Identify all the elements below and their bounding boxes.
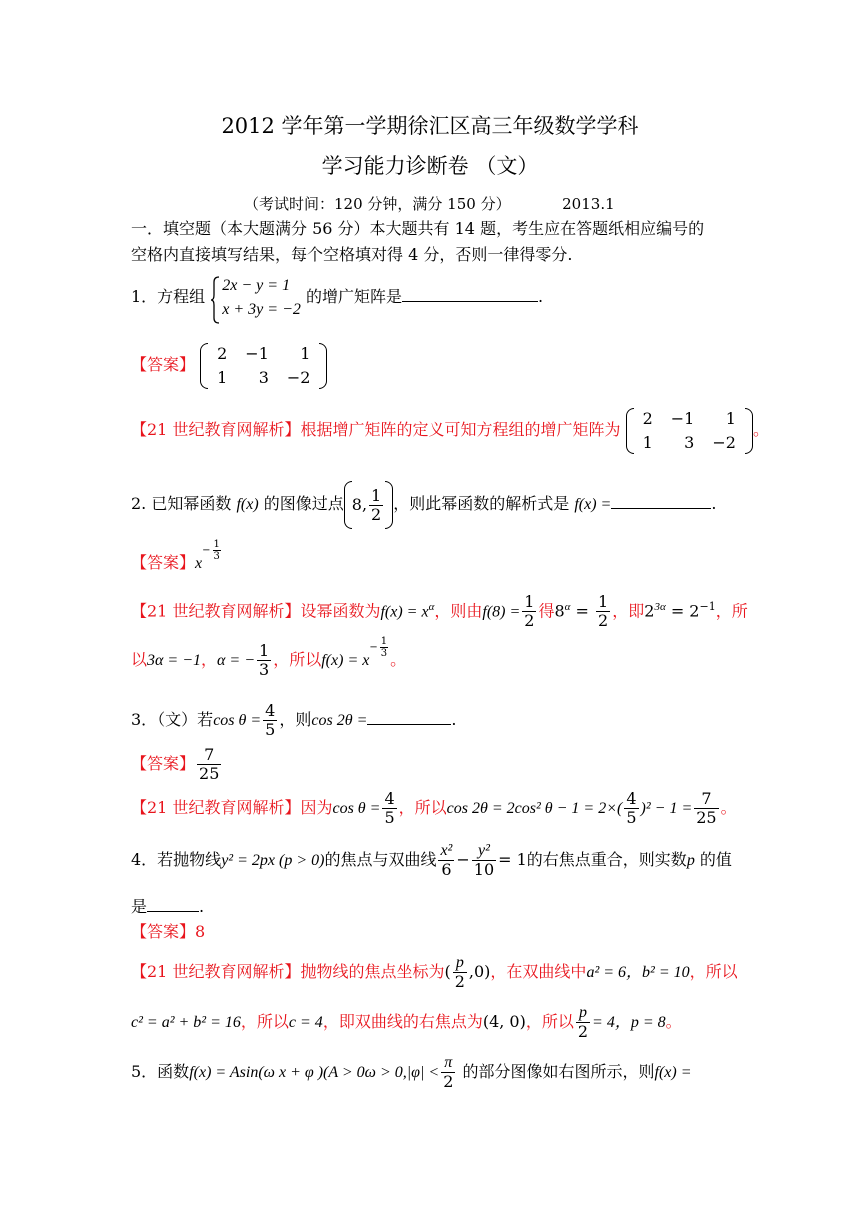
frac-den: 2 <box>443 1072 454 1091</box>
analysis-label: 【21 世纪教育网解析】 <box>131 798 301 817</box>
c-value: c = 4 <box>288 1014 323 1031</box>
eq-3a: 3α = −1 <box>147 652 202 669</box>
answer-blank <box>402 286 538 302</box>
frac-den: 5 <box>265 720 276 739</box>
answer-blank <box>611 493 711 509</box>
frac-num: p <box>576 1004 590 1023</box>
analysis-4-text: 抛物线的焦点坐标为 <box>300 962 445 981</box>
question-3-mid: ，则 <box>279 710 312 729</box>
answer-2 <box>131 539 223 579</box>
question-5-mid: 的部分图像如右图所示，则 <box>462 1062 655 1081</box>
analysis-2-text: 设幂函数为 <box>300 601 381 621</box>
equation-1: 2x − y = 1 <box>222 276 291 294</box>
answer-exponent: − $\frac{1}{3}$ <box>202 539 220 562</box>
frac-num: x² <box>440 842 453 859</box>
frac-num: 7 <box>694 790 718 809</box>
matrix-cell: 1 <box>642 432 653 452</box>
exp-den: 3 <box>213 551 220 562</box>
point-paren <box>344 481 393 529</box>
question-4 <box>131 838 732 883</box>
frac-num: 4 <box>626 789 637 808</box>
matrix-cell: 1 <box>300 343 311 363</box>
matrix-cell: 1 <box>725 408 736 428</box>
question-1-suffix: 的增广矩阵是 <box>305 287 402 306</box>
question-4-end: 的值 <box>699 850 732 869</box>
section-heading-2: 空格内直接填写结果，每个空格填对得 4 分，否则一律得零分. <box>131 245 573 264</box>
analysis-2-text2: ，则由 <box>434 601 483 621</box>
half-fraction: $\frac{1}{2}$ <box>598 592 609 631</box>
analysis-1 <box>131 405 769 455</box>
exp-num: 1 <box>213 539 220 550</box>
focus-point: (4, 0) <box>482 1012 526 1031</box>
frac-num: 4 <box>384 789 395 808</box>
analysis-4-suoyi3: ，所以 <box>525 1012 574 1031</box>
matrix-cell: −1 <box>670 408 695 428</box>
exam-title: 2012 学年第一学期徐汇区高三年级数学学科 <box>221 114 639 138</box>
exp-3a: 3α <box>654 601 666 613</box>
alpha-eq: α = − <box>217 652 256 669</box>
alpha-exp: α <box>428 601 435 613</box>
cos-theta: cos θ = <box>332 800 381 817</box>
cos2-tail: )² − 1 = <box>640 800 693 817</box>
answer-label: 【答案】 <box>131 553 196 572</box>
analysis-2-ji: ，即 <box>612 601 645 621</box>
question-4-mid: 的焦点与双曲线 <box>324 850 437 869</box>
alpha-exp: α <box>564 601 571 613</box>
period: 。 <box>720 798 737 817</box>
question-4-line2 <box>131 896 204 917</box>
pi-half-fraction <box>441 1054 455 1091</box>
two: 2 <box>644 601 655 621</box>
question-2-mid: 的图像过点 <box>263 494 344 513</box>
p-var: p <box>686 852 695 869</box>
matrix-cell: −1 <box>245 343 269 363</box>
analysis-label: 【21 世纪教育网解析】 <box>131 420 301 439</box>
analysis-4-text3: ，即双曲线的右焦点为 <box>322 1012 483 1031</box>
answer-3 <box>131 742 223 786</box>
analysis-4-suoyi: ，所以 <box>689 962 738 981</box>
question-4-prefix: 4．若抛物线 <box>131 850 222 869</box>
analysis-4-suoyi2: ，所以 <box>240 1012 289 1031</box>
question-2-prefix: 2. 已知幂函数 <box>131 494 232 513</box>
answer-1 <box>131 340 327 390</box>
frac-den: 2 <box>454 972 465 991</box>
parabola-eq: y² = 2px (p > 0) <box>221 852 325 869</box>
answer-base: x <box>195 555 203 572</box>
analysis-matrix <box>626 407 753 455</box>
question-1-prefix: 1．方程组 <box>131 287 206 306</box>
frac-den: 25 <box>199 764 220 783</box>
exam-info <box>244 194 615 214</box>
matrix-cell: 1 <box>217 367 228 387</box>
analysis-2-de: 得 <box>538 601 555 621</box>
question-3-prefix: 3．（文）若 <box>131 710 214 729</box>
analysis-label: 【21 世纪教育网解析】 <box>131 601 301 621</box>
frac-num: π <box>441 1054 455 1073</box>
eq-sign: = <box>575 601 589 621</box>
matrix-cell: 2 <box>217 343 228 363</box>
analysis-4-line1: 【21 世纪教育网解析】抛物线的焦点坐标为( $\frac{p}{2}$ ,0)，在双曲线中a² = 6，b² = 10，所以 <box>131 954 738 991</box>
analysis-1-end: 。 <box>752 420 769 439</box>
question-3 <box>131 698 456 743</box>
frac-num: 1 <box>371 485 382 505</box>
frac-den: 10 <box>473 860 495 879</box>
cos-fraction <box>263 702 277 739</box>
result-fraction <box>694 790 718 827</box>
cos-fraction <box>382 790 396 827</box>
exam-date: 2013.1 <box>562 195 615 213</box>
question-2-end: . <box>711 494 717 513</box>
focus-tail: ,0) <box>468 962 491 981</box>
hyperbola-y-fraction <box>472 842 496 879</box>
answer-label: 【答案】 <box>131 754 196 773</box>
frac-den: 25 <box>696 808 717 827</box>
question-1-end: . <box>537 287 544 306</box>
section-heading: 一．填空题（本大题满分 56 分）本大题共有 14 题，考生应在答题纸相应编号的 <box>131 219 705 238</box>
half-fraction: $\frac{1}{2}$ <box>524 592 535 631</box>
cos-theta: cos θ = <box>213 712 262 729</box>
equation-2: x + 3y = −2 <box>222 300 301 318</box>
question-1 <box>131 272 543 322</box>
ab-values: a² = 6，b² = 10 <box>586 964 690 981</box>
analysis-3 <box>131 786 737 831</box>
question-4-shi: 是 <box>131 897 148 916</box>
fx-eq: f(x) = <box>654 1064 692 1081</box>
brace-icon <box>210 276 220 324</box>
question-5-prefix: 5．函数 <box>131 1062 190 1081</box>
frac-num: 4 <box>265 701 276 720</box>
third-fraction: $\frac{1}{3}$ <box>259 641 270 679</box>
matrix-row <box>208 342 319 366</box>
analysis-4-text2: ，在双曲线中 <box>490 962 587 981</box>
comma: ， <box>201 650 218 669</box>
answer-label: 【答案】 <box>131 922 196 941</box>
eq-two: = 2 <box>670 601 700 621</box>
matrix-row <box>634 407 745 431</box>
frac-den: 2 <box>577 1022 589 1041</box>
frac-den: 2 <box>371 504 382 524</box>
point-x: 8, <box>351 494 368 514</box>
question-2-mid2: ，则此幂函数的解析式是 <box>393 494 570 513</box>
analysis-4-line2 <box>131 1000 682 1045</box>
question-4-mid2: 的右焦点重合，则实数 <box>526 850 687 869</box>
analysis-3-yinwei: 因为 <box>300 798 333 817</box>
frac-num: y² <box>472 842 496 861</box>
function-expr: f(x) = Asin(ω x + φ )(A > 0ω > 0,|φ| < <box>189 1064 440 1081</box>
analysis-2-fx: f(x) = x <box>380 603 429 621</box>
frac-num: p <box>453 954 467 973</box>
question-3-end: . <box>451 710 457 729</box>
answer-blank <box>367 709 451 725</box>
result-fx: f(x) = x <box>321 652 370 669</box>
answer-label: 【答案】 <box>131 355 196 374</box>
answer-blank <box>147 896 199 912</box>
answer-fraction <box>197 746 221 783</box>
p-half-fraction <box>453 954 467 991</box>
result-exponent: − $\frac{1}{3}$ <box>369 636 388 659</box>
analysis-2-suo: ，所 <box>715 601 748 621</box>
analysis-2-suoyi: ，所以 <box>273 650 322 669</box>
exam-time-info: （考试时间：120 分钟，满分 150 分） <box>244 195 511 213</box>
p-half-fraction <box>576 1004 590 1041</box>
analysis-label: 【21 世纪教育网解析】 <box>131 962 301 981</box>
question-4-period: . <box>199 897 205 916</box>
matrix-row <box>208 366 319 390</box>
answer-4 <box>131 922 205 942</box>
fx-symbol: f(x) <box>236 496 259 513</box>
frac-den: 5 <box>384 808 395 827</box>
frac-num: 7 <box>197 746 221 765</box>
matrix-cell: 2 <box>642 408 653 428</box>
exp-neg1: −1 <box>699 600 716 613</box>
c-squared: c² = a² + b² = 16 <box>131 1014 241 1031</box>
hyperbola-x-fraction <box>438 842 454 879</box>
period: 。 <box>390 650 407 669</box>
answer-matrix <box>200 342 327 390</box>
equation-system <box>210 274 301 322</box>
f8-expr: f(8) = <box>482 603 521 621</box>
matrix-row <box>634 431 745 455</box>
matrix-cell: −2 <box>286 367 311 387</box>
question-5 <box>131 1050 692 1095</box>
analysis-2-line2 <box>131 638 406 683</box>
fx-eq: f(x) = <box>574 496 612 513</box>
eight: 8 <box>554 601 565 621</box>
analysis-1-text: 根据增广矩阵的定义可知方程组的增广矩阵为 <box>300 420 621 439</box>
point-fraction <box>369 487 383 524</box>
analysis-2-yi: 以 <box>131 650 148 669</box>
eq-one: = 1 <box>498 850 527 869</box>
cos2-expansion: cos 2θ = 2cos² θ − 1 = 2×( <box>446 800 623 817</box>
frac-den: 5 <box>626 808 637 827</box>
exp-den: 3 <box>380 648 388 659</box>
exam-subtitle: 学习能力诊断卷 （文） <box>321 154 539 178</box>
matrix-cell: 3 <box>684 432 695 452</box>
p-result: = 4，p = 8 <box>592 1014 666 1031</box>
cos-2theta: cos 2θ = <box>311 712 368 729</box>
inner-fraction <box>624 790 638 827</box>
matrix-cell: −2 <box>712 432 736 452</box>
matrix-cell: 3 <box>258 367 269 387</box>
frac-den: 6 <box>441 860 452 879</box>
minus: − <box>456 850 470 869</box>
period: 。 <box>665 1012 682 1031</box>
analysis-3-suoyi: ，所以 <box>398 798 447 817</box>
question-2 <box>131 480 716 528</box>
answer-value: 8 <box>195 922 206 941</box>
exp-num: 1 <box>380 636 388 647</box>
analysis-2-line1 <box>131 585 748 634</box>
